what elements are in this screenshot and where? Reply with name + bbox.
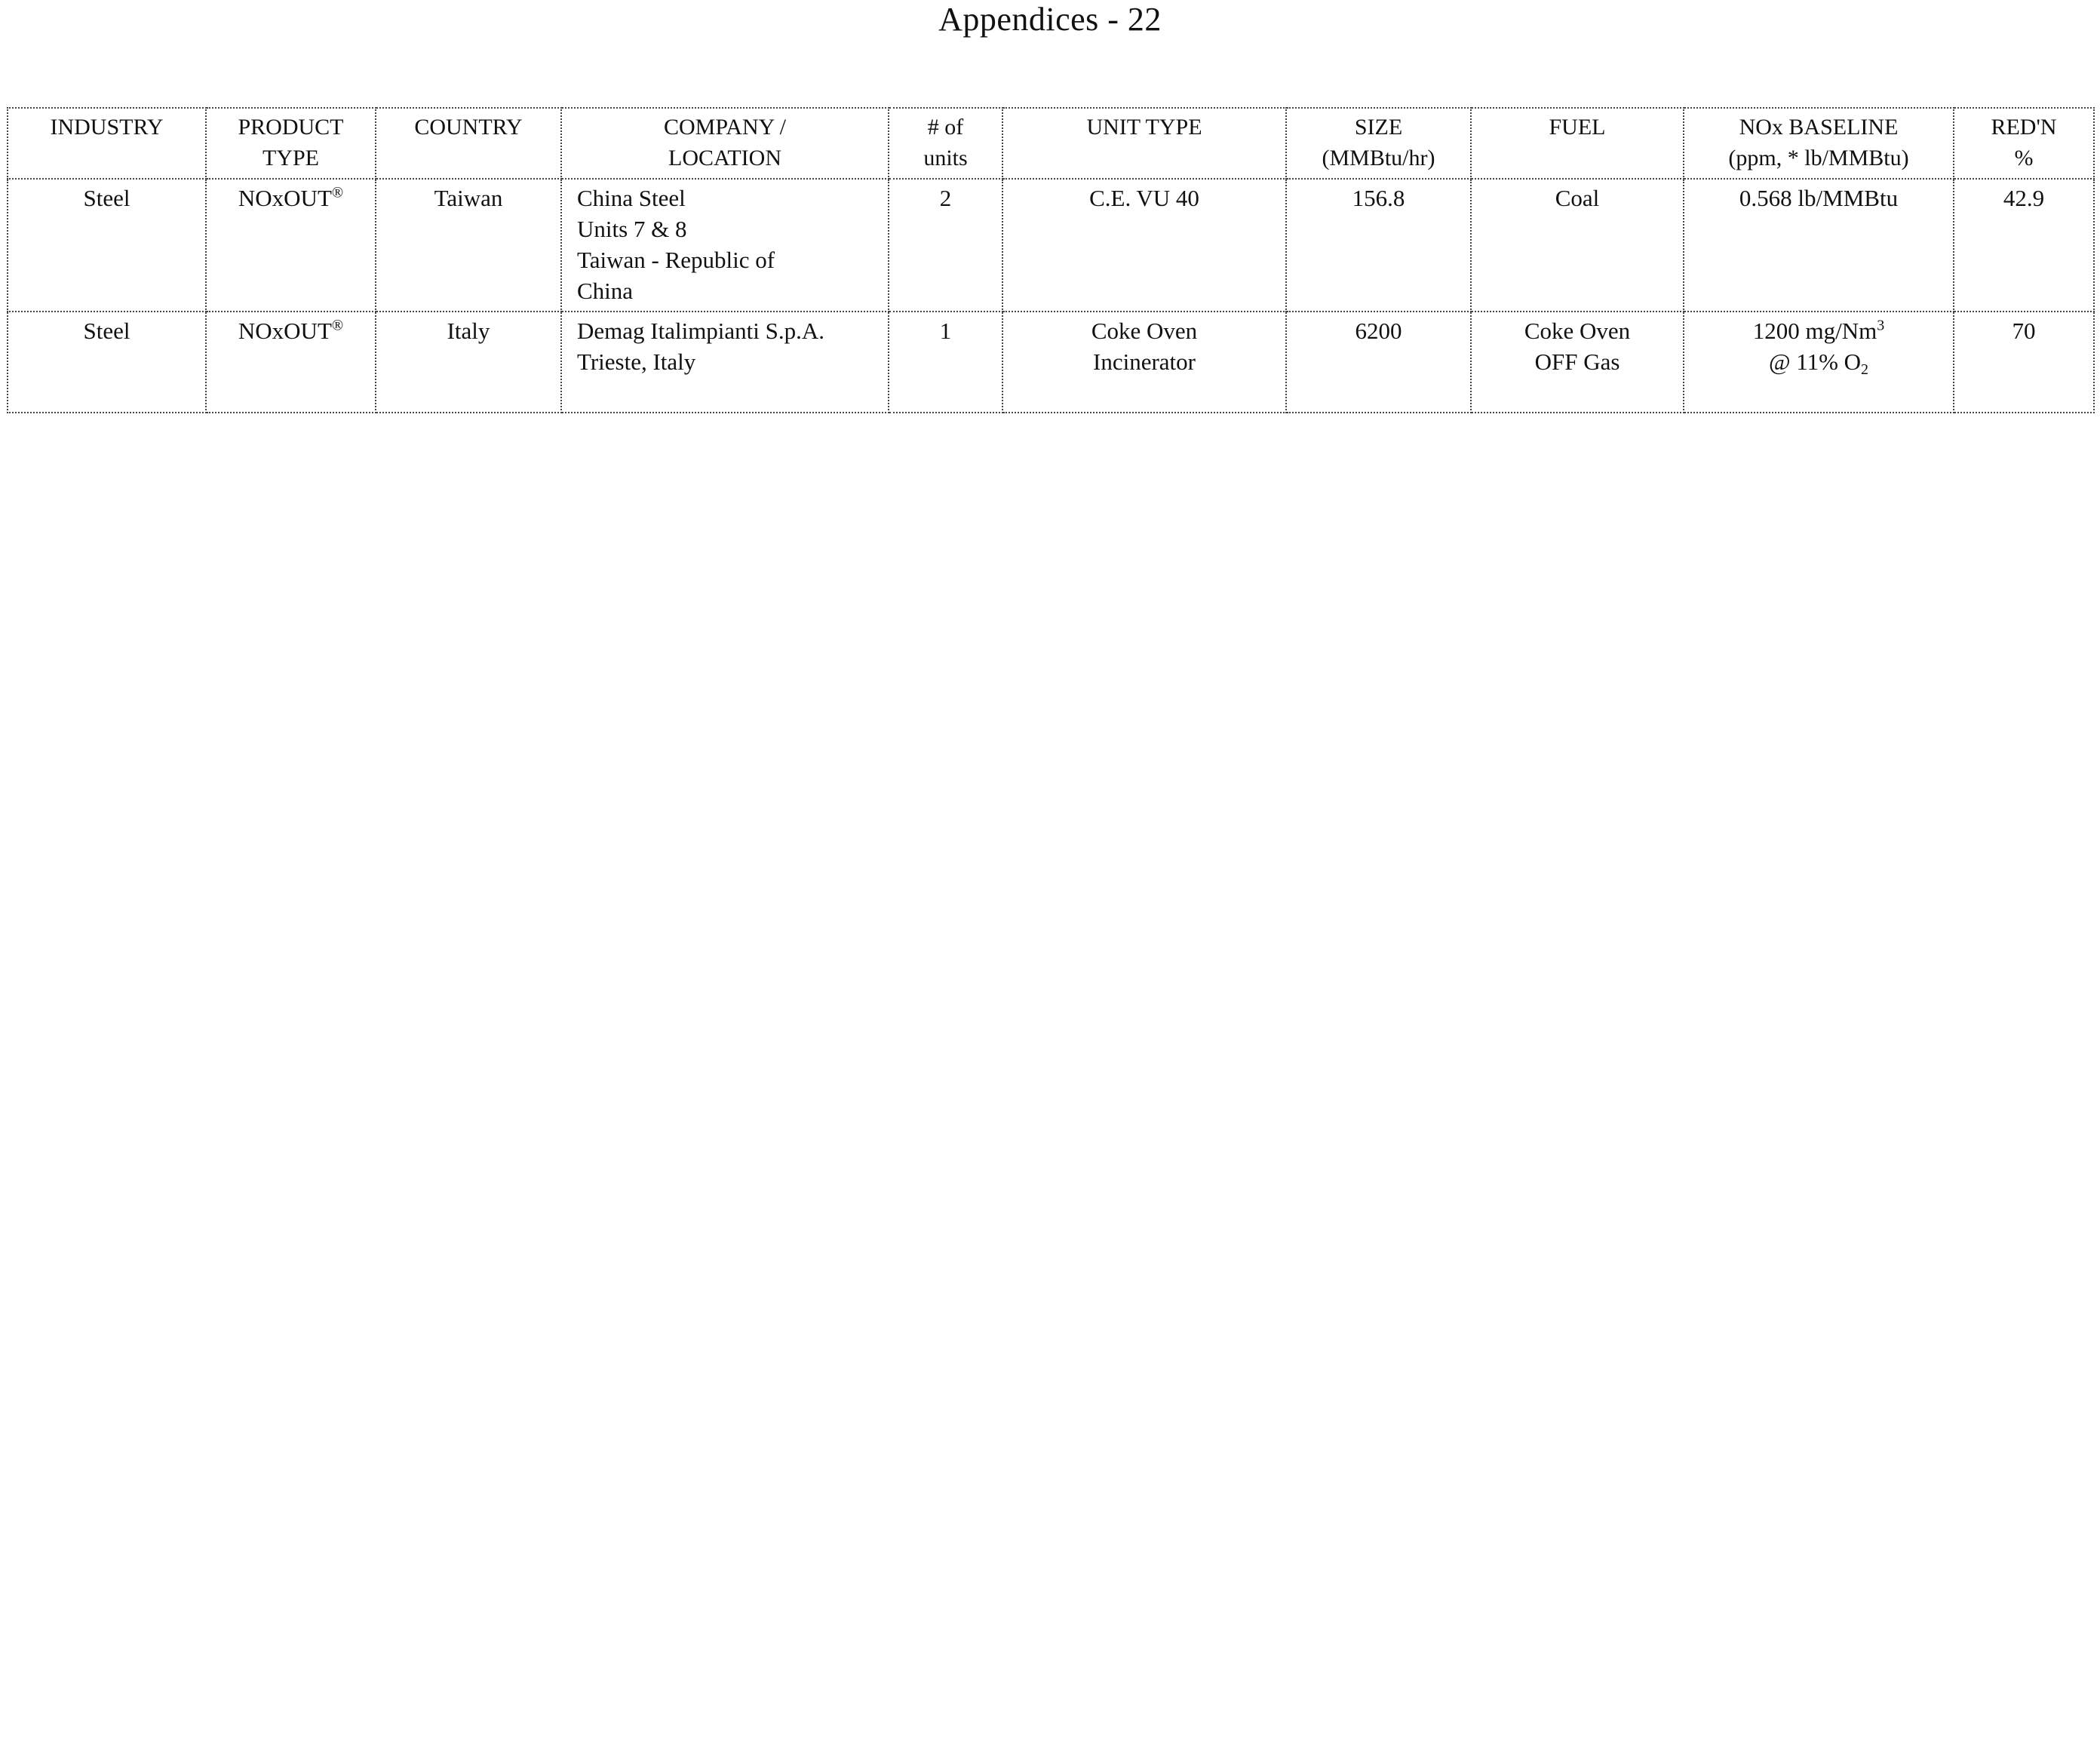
cell-fuel: Coal bbox=[1471, 179, 1684, 312]
cell-country: Italy bbox=[376, 312, 561, 413]
cell-product-type: NOxOUT® bbox=[206, 179, 376, 312]
cell-product-type: NOxOUT® bbox=[206, 312, 376, 413]
cell-fuel: Coke Oven OFF Gas bbox=[1471, 312, 1684, 413]
header-reduction: RED'N % bbox=[1954, 108, 2094, 179]
header-nox-baseline: NOx BASELINE (ppm, * lb/MMBtu) bbox=[1684, 108, 1954, 179]
table-row bbox=[8, 179, 2094, 312]
cell-company-location: China Steel Units 7 & 8 Taiwan - Republic of China bbox=[561, 179, 889, 312]
cell-industry: Steel bbox=[8, 179, 206, 312]
page-title: Appendices - 22 bbox=[938, 1, 1162, 38]
cell-nox-baseline: 0.568 lb/MMBtu bbox=[1684, 179, 1954, 312]
header-units: # of units bbox=[889, 108, 1002, 179]
table-row bbox=[8, 312, 2094, 413]
header-unit-type: UNIT TYPE bbox=[1002, 108, 1286, 179]
cell-units: 1 bbox=[889, 312, 1002, 413]
cell-industry: Steel bbox=[8, 312, 206, 413]
header-company-location: COMPANY / LOCATION bbox=[561, 108, 889, 179]
cell-country: Taiwan bbox=[376, 179, 561, 312]
cell-unit-type: C.E. VU 40 bbox=[1002, 179, 1286, 312]
registered-mark: ® bbox=[331, 184, 344, 201]
header-fuel: FUEL bbox=[1471, 108, 1684, 179]
cell-nox-baseline: 1200 mg/Nm$^3$ @ 11% $O_2$ bbox=[1684, 312, 1954, 413]
registered-mark: ® bbox=[331, 317, 344, 334]
header-size: SIZE (MMBtu/hr) bbox=[1286, 108, 1471, 179]
header-row bbox=[8, 108, 2094, 179]
cell-reduction: 70 bbox=[1954, 312, 2094, 413]
installations-table bbox=[7, 107, 2095, 413]
header-industry: INDUSTRY bbox=[8, 108, 206, 179]
header-country: COUNTRY bbox=[376, 108, 561, 179]
header-product-type: PRODUCT TYPE bbox=[206, 108, 376, 179]
cell-company-location: Demag Italimpianti S.p.A. Trieste, Italy bbox=[561, 312, 889, 413]
cell-unit-type: Coke Oven Incinerator bbox=[1002, 312, 1286, 413]
cell-reduction: 42.9 bbox=[1954, 179, 2094, 312]
cell-units: 2 bbox=[889, 179, 1002, 312]
cell-size: 156.8 bbox=[1286, 179, 1471, 312]
cell-size: 6200 bbox=[1286, 312, 1471, 413]
